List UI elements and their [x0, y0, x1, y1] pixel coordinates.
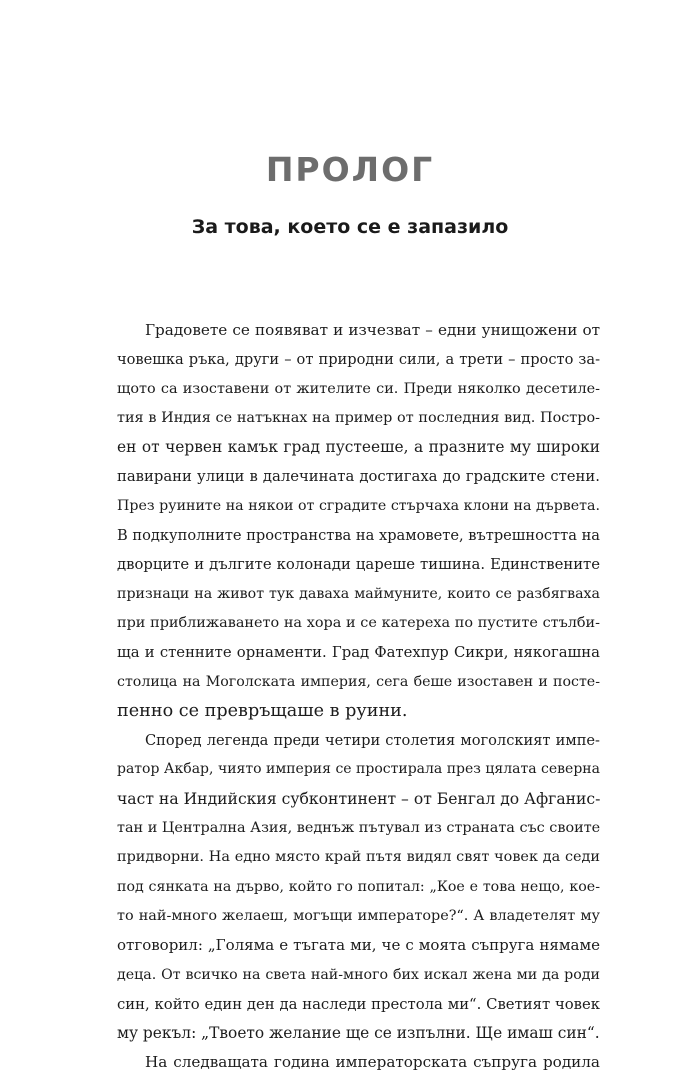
body-line: щото са изоставени от жителите си. Преди няколко десетиле- [117, 380, 600, 397]
body-line: павирани улици в далечината достигаха до градските стени. [117, 468, 600, 486]
body-line: при приближаването на хора и се катереха по пустите стълби- [117, 614, 600, 631]
body-line: столица на Моголската империя, сега беше изоставен и посте- [117, 673, 600, 690]
body-line: ща и стенните орнаменти. Град Фатехпур Сикри, някогашна [117, 644, 600, 662]
body-line: Градовете се появяват и изчезват – едни унищожени от [145, 321, 600, 339]
body-line: признаци на живот тук даваха маймуните, които се разбягваха [117, 585, 600, 602]
body-line: На следващата година императорската съпруга родила [145, 1053, 600, 1072]
body-line: тан и Централна Азия, веднъж пътувал из страната със своите [117, 820, 601, 837]
chapter-subtitle: За това, което се е запазило [191, 216, 509, 238]
body-line: придворни. На едно място край пътя видял свят човек да седи [117, 849, 600, 866]
body-line: дворците и дългите колонади цареше тишина. Единствените [117, 556, 600, 574]
body-line: ратор Акбар, чиято империя се простирала през цялата северна [117, 761, 600, 778]
body-line: Според легенда преди четири столетия моголският импе- [145, 732, 600, 750]
body-line: под сянката на дърво, който го попитал: „Кое е това нещо, кое- [117, 878, 600, 895]
body-line: му рекъл: „Твоето желание ще се изпълни. Ще имаш син“. [117, 1024, 600, 1043]
body-line: то най-много желаеш, могъщи императоре?“. А владетелят му [117, 907, 600, 924]
body-line: част на Индийския субконтинент – от Бенгал до Афганис- [117, 789, 601, 808]
body-line: деца. От всичко на света най-много бих искал жена ми да роди [117, 966, 600, 983]
body-text [117, 316, 600, 1078]
body-line: ен от червен камък град пустееше, а празните му широки [117, 438, 600, 457]
chapter-title: ПРОЛОГ [265, 150, 435, 189]
body-line: син, който един ден да наследи престола ми“. Светият човек [117, 995, 600, 1013]
body-line: През руините на някои от сградите стърчаха клони на дървета. [117, 497, 600, 514]
body-line: човешка ръка, други – от природни сили, а трети – просто за- [117, 351, 600, 369]
body-line: В подкуполните пространства на храмовете, вътрешността на [117, 527, 600, 545]
body-line: пенно се превръщаше в руини. [117, 700, 408, 721]
body-line: отговорил: „Голяма е тъгата ми, че с моята съпруга нямаме [117, 936, 600, 955]
body-line: тия в Индия се натъкнах на пример от последния вид. Постро- [117, 409, 600, 426]
